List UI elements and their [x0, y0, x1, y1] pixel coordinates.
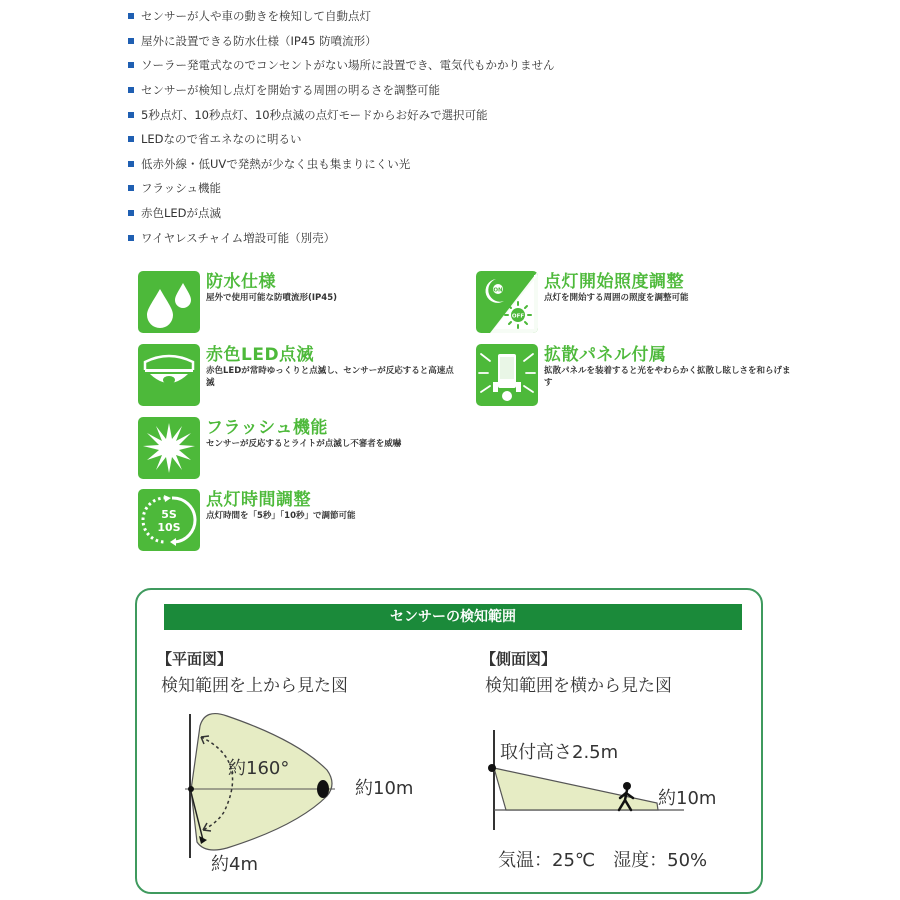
feature-desc: センサーが反応するとライトが点滅し不審者を威嚇 — [206, 439, 402, 449]
sensor-range-banner: センサーの検知範囲 — [164, 604, 742, 630]
red-led-icon — [138, 344, 200, 406]
bullet-item: ワイヤレスチャイム増設可能（別売） — [128, 225, 555, 250]
bullet-square-icon — [128, 38, 134, 44]
plan-angle-label: 約160° — [228, 758, 290, 779]
svg-text:5S: 5S — [161, 508, 177, 521]
feature-title: 点灯開始照度調整 — [544, 272, 684, 292]
feature-brightness-adjust — [476, 271, 794, 333]
mount-height-label: 取付高さ2.5m — [500, 742, 619, 763]
timer-cycle-icon — [138, 489, 200, 551]
side-distance-label: 約10m — [658, 788, 717, 809]
brightness-on-off-icon — [476, 271, 538, 333]
feature-waterproof — [138, 271, 456, 333]
conditions-label: 気温：25℃ 湿度：50% — [498, 850, 708, 871]
bullet-square-icon — [128, 210, 134, 216]
svg-text:10S: 10S — [157, 521, 181, 534]
sensor-range-panel — [135, 588, 763, 894]
bullet-item: センサーが人や車の動きを検知して自動点灯 — [128, 4, 555, 29]
side-view-title: 【側面図】 — [481, 650, 557, 668]
feature-red-led — [138, 344, 456, 406]
feature-title: 赤色LED点滅 — [206, 345, 315, 365]
bullet-square-icon — [128, 136, 134, 142]
plan-distance-label: 約10m — [355, 778, 414, 799]
bullet-square-icon — [128, 185, 134, 191]
bullet-item: ソーラー発電式なのでコンセントがない場所に設置でき、電気代もかかりません — [128, 53, 555, 78]
svg-text:ON: ON — [493, 287, 503, 294]
feature-flash — [138, 417, 456, 479]
bullet-item: 屋外に設置できる防水仕様（IP45 防噴流形） — [128, 29, 555, 54]
feature-title: フラッシュ機能 — [206, 418, 328, 438]
bullet-item: LEDなので省エネなのに明るい — [128, 127, 555, 152]
bullet-square-icon — [128, 112, 134, 118]
bullet-square-icon — [128, 62, 134, 68]
bullet-item: 低赤外線・低UVで発熱が少なく虫も集まりにくい光 — [128, 152, 555, 177]
feature-desc: 屋外で使用可能な防噴流形(IP45) — [206, 293, 337, 303]
feature-desc: 拡散パネルを装着すると光をやわらかく拡散し眩しさを和らげます — [544, 366, 791, 388]
side-view-subtitle: 検知範囲を横から見た図 — [485, 676, 672, 696]
svg-text:OFF: OFF — [511, 313, 525, 320]
plan-view-title: 【平面図】 — [157, 650, 233, 668]
feature-desc: 点灯時間を「5秒」「10秒」で調節可能 — [206, 511, 356, 521]
bullet-square-icon — [128, 235, 134, 241]
plan-view-subtitle: 検知範囲を上から見た図 — [161, 676, 348, 696]
feature-bullet-list — [128, 4, 555, 250]
bullet-item: 5秒点灯、10秒点灯、10秒点滅の点灯モードからお好みで選択可能 — [128, 102, 555, 127]
bullet-square-icon — [128, 87, 134, 93]
feature-title: 拡散パネル付属 — [544, 345, 667, 365]
bullet-square-icon — [128, 13, 134, 19]
feature-title: 点灯時間調整 — [206, 490, 311, 510]
feature-diffuser-panel — [476, 344, 794, 406]
plan-side-label: 約4m — [211, 854, 258, 875]
feature-timer-adjust — [138, 489, 456, 551]
bullet-square-icon — [128, 161, 134, 167]
bullet-item: センサーが検知し点灯を開始する周囲の明るさを調整可能 — [128, 78, 555, 103]
diffuser-panel-icon — [476, 344, 538, 406]
flash-burst-icon — [138, 417, 200, 479]
bullet-item: フラッシュ機能 — [128, 176, 555, 201]
feature-title: 防水仕様 — [206, 272, 276, 292]
water-drops-icon — [138, 271, 200, 333]
feature-desc: 点灯を開始する周囲の照度を調整可能 — [544, 293, 689, 303]
feature-desc: 赤色LEDが常時ゆっくりと点滅し、センサーが反応すると高速点滅 — [206, 366, 454, 388]
bullet-item: 赤色LEDが点滅 — [128, 201, 555, 226]
